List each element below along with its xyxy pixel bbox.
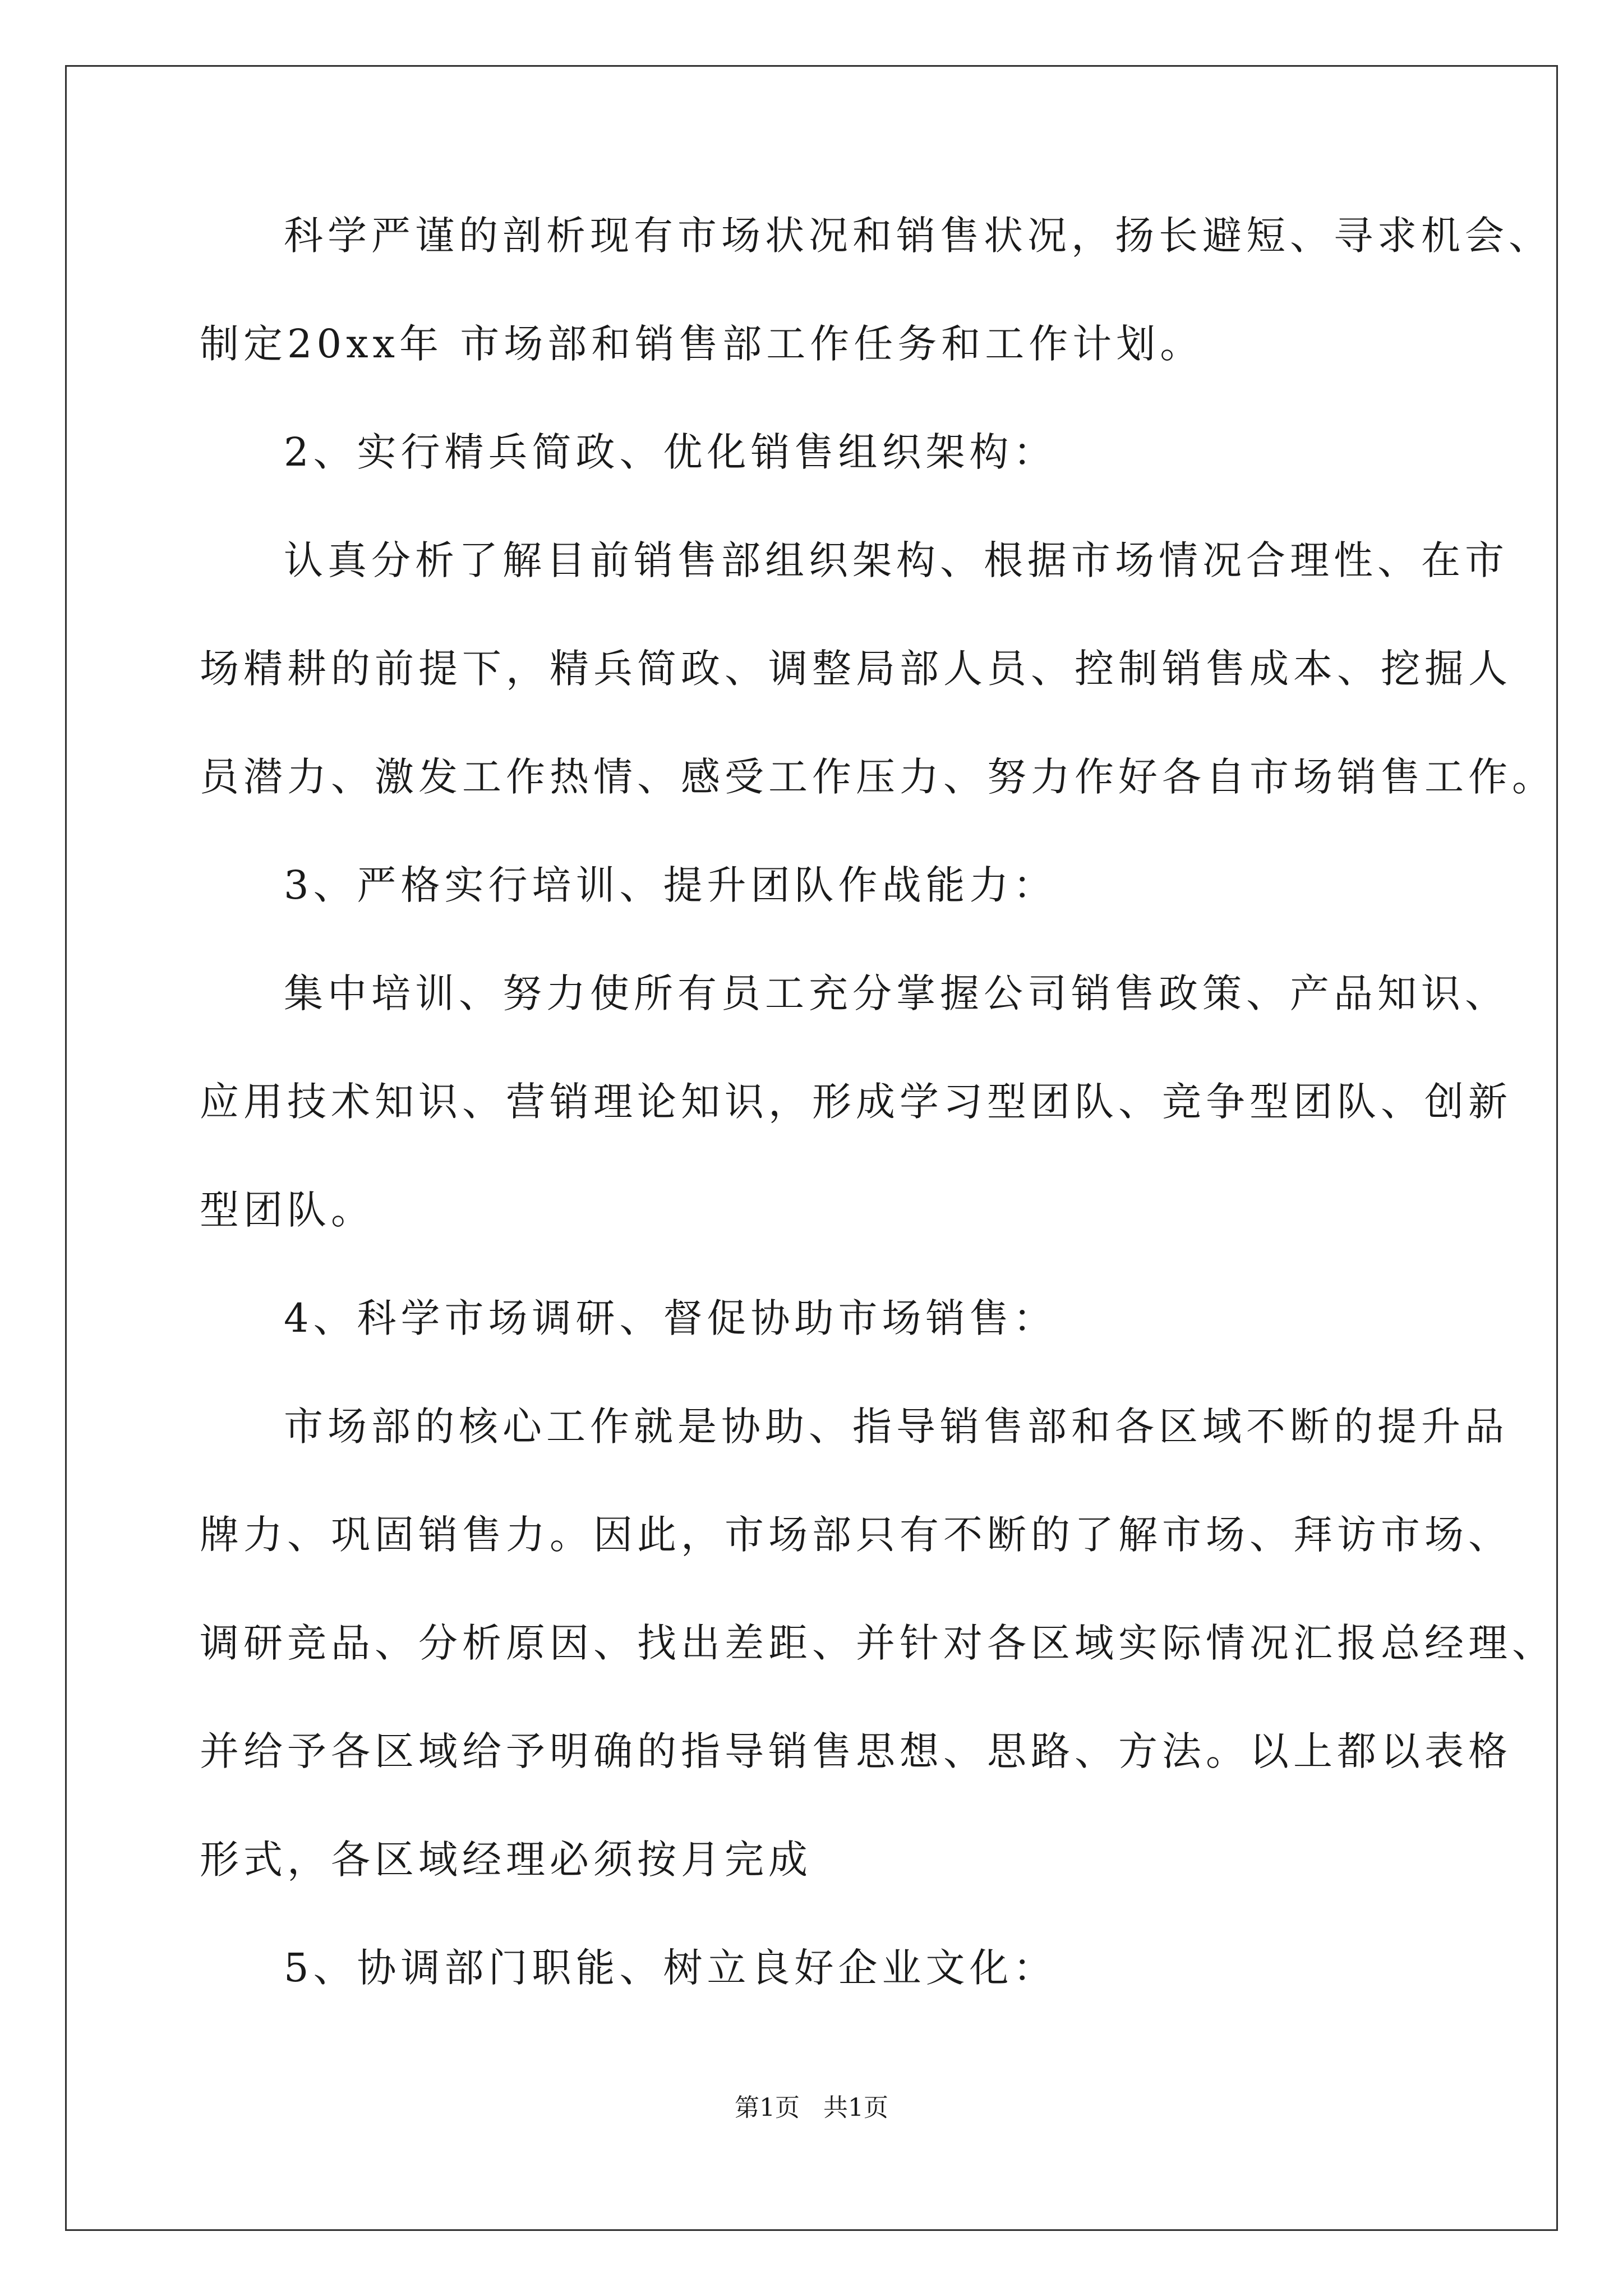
section-heading: 4、科学市场调研、督促协助市场销售： bbox=[284, 1295, 1057, 1341]
paragraph-line: 应用技术知识、营销理论知识，形成学习型团队、竞争型团队、创新 bbox=[200, 1079, 1512, 1125]
paragraph-line: 制定20xx年 市场部和销售部工作任务和工作计划。 bbox=[200, 321, 1204, 367]
paragraph-line: 认真分析了解目前销售部组织架构、根据市场情况合理性、在市 bbox=[284, 537, 1509, 583]
paragraph-line: 场精耕的前提下，精兵简政、调整局部人员、控制销售成本、挖掘人 bbox=[200, 646, 1512, 692]
section-heading: 5、协调部门职能、树立良好企业文化： bbox=[284, 1945, 1057, 1991]
page-frame bbox=[65, 65, 1558, 2231]
paragraph-line: 型团队。 bbox=[200, 1187, 375, 1233]
paragraph-line: 调研竞品、分析原因、找出差距、并针对各区域实际情况汇报总经理、 bbox=[200, 1620, 1556, 1666]
paragraph-line: 市场部的核心工作就是协助、指导销售部和各区域不断的提升品 bbox=[284, 1404, 1509, 1450]
paragraph-line: 集中培训、努力使所有员工充分掌握公司销售政策、产品知识、 bbox=[284, 970, 1509, 1016]
paragraph-line: 并给予各区域给予明确的指导销售思想、思路、方法。以上都以表格 bbox=[200, 1728, 1512, 1774]
paragraph-line: 形式，各区域经理必须按月完成 bbox=[200, 1837, 812, 1883]
paragraph-line: 科学严谨的剖析现有市场状况和销售状况，扬长避短、寻求机会、 bbox=[284, 213, 1552, 259]
section-heading: 3、严格实行培训、提升团队作战能力： bbox=[284, 862, 1057, 908]
page-number-footer: 第1页 共1页 bbox=[735, 2093, 888, 2122]
paragraph-line: 员潜力、激发工作热情、感受工作压力、努力作好各自市场销售工作。 bbox=[200, 754, 1556, 800]
section-heading: 2、实行精兵简政、优化销售组织架构： bbox=[284, 429, 1057, 475]
paragraph-line: 牌力、巩固销售力。因此，市场部只有不断的了解市场、拜访市场、 bbox=[200, 1512, 1512, 1558]
